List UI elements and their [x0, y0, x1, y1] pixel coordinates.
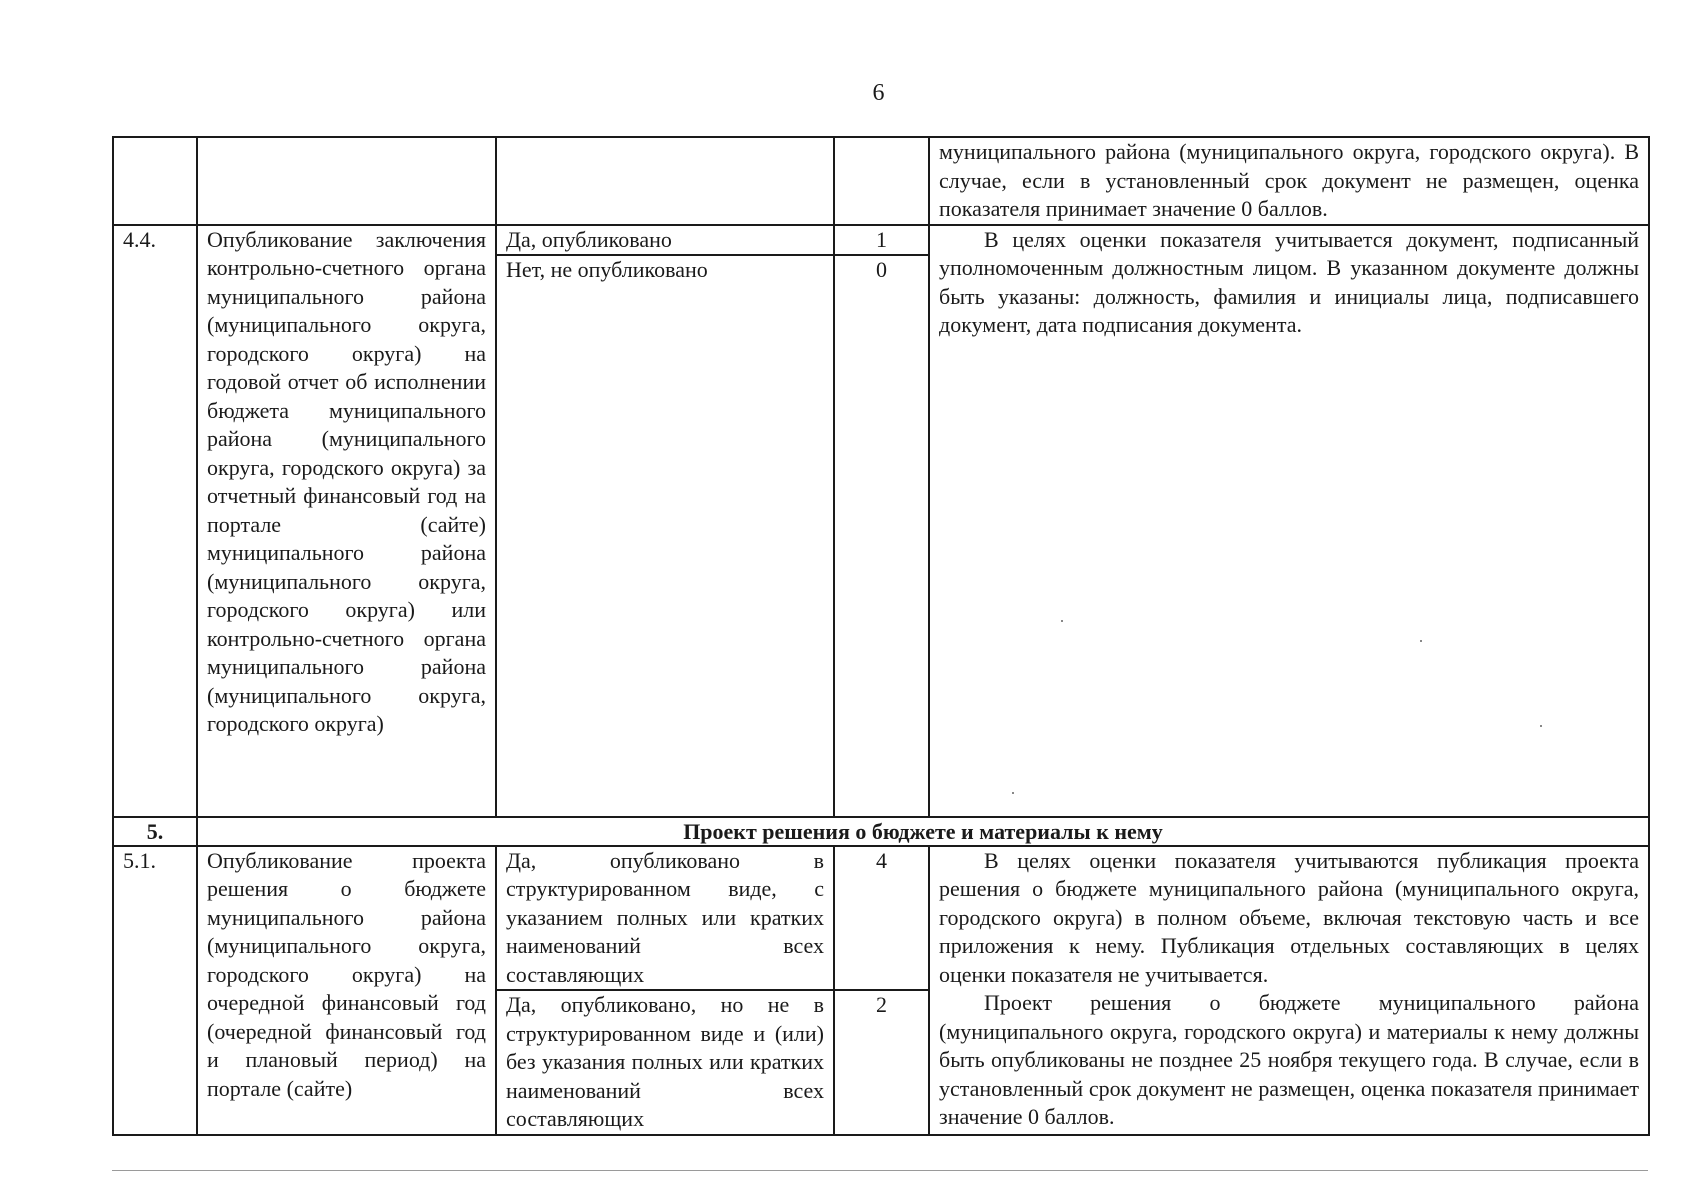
scan-artifact-line — [112, 1170, 1648, 1171]
comment-paragraph: В целях оценки показателя учитывается документ, подписанный уполномоченным должностным лицом. В указанном документе должны быть указаны: должность, фамилия и инициалы лица, подписавшего документ, дата подписания документа. — [939, 226, 1639, 337]
comment-paragraph: В целях оценки показателя учитываются публикация проекта решения о бюджете муниципального района (муниципального округа, городского округа) в полном объеме, включая текстовую часть и все приложения к нему. Публикация отдельных составляющих в целях оценки показателя не учитывается. — [939, 847, 1639, 987]
row-number: 4.4. — [113, 225, 197, 817]
scan-speck — [1012, 792, 1014, 794]
scan-speck — [1061, 620, 1063, 622]
indicator-cell: Опубликование проекта решения о бюджете муниципального района (муниципального округа, городского округа) на очередной финансовый год (очередной финансовый год и плановый период) на портале (сайте) — [197, 846, 496, 1135]
row-number: 5.1. — [113, 846, 197, 1135]
section-row-5 — [113, 817, 1649, 846]
option-cell: Да, опубликовано, но не в структурированном виде и (или) без указания полных или кратких наименований всех составляющих — [496, 990, 834, 1135]
section-number: 5. — [113, 817, 197, 846]
score-cell: 0 — [834, 255, 929, 817]
criteria-table — [112, 136, 1650, 1136]
indicator-cell: Опубликование заключения контрольно-счетного органа муниципального района (муниципального округа, городского округа) на годовой отчет об исполнении бюджета муниципального района (муниципального округа, городского округа) за отчетный финансовый год на портале (сайте) муниципального района (муниципального округа, городского округа) или контрольно-счетного органа муниципального района (муниципального округа, городского округа) — [197, 225, 496, 817]
scan-speck — [1420, 640, 1422, 642]
section-title: Проект решения о бюджете и материалы к нему — [197, 817, 1649, 846]
option-cell: Да, опубликовано в структурированном виде, с указанием полных или кратких наименований всех составляющих — [496, 846, 834, 991]
option-cell — [496, 137, 834, 225]
comment-cell — [929, 225, 1649, 817]
score-cell: 4 — [834, 846, 929, 991]
option-cell: Да, опубликовано — [496, 225, 834, 256]
table-row-5-1 — [113, 846, 1649, 991]
option-cell: Нет, не опубликовано — [496, 255, 834, 817]
comment-cell — [929, 846, 1649, 1135]
score-cell: 1 — [834, 225, 929, 256]
table-row-continuation — [113, 137, 1649, 225]
comment-paragraph: Проект решения о бюджете муниципального района (муниципального округа, городского округа) и материалы к нему должны быть опубликованы не позднее 25 ноября текущего года. В случае, если в установленный срок документ не размещен, оценка показателя принимает значение 0 баллов. — [939, 990, 1639, 1129]
scan-speck — [1540, 725, 1542, 727]
table-row-4-4 — [113, 225, 1649, 256]
score-cell: 2 — [834, 990, 929, 1135]
row-number — [113, 137, 197, 225]
page-number: 6 — [872, 80, 885, 106]
comment-cell: муниципального района (муниципального округа, городского округа). В случае, если в установленный срок документ не размещен, оценка показателя принимает значение 0 баллов. — [929, 137, 1649, 225]
indicator-cell — [197, 137, 496, 225]
score-cell — [834, 137, 929, 225]
